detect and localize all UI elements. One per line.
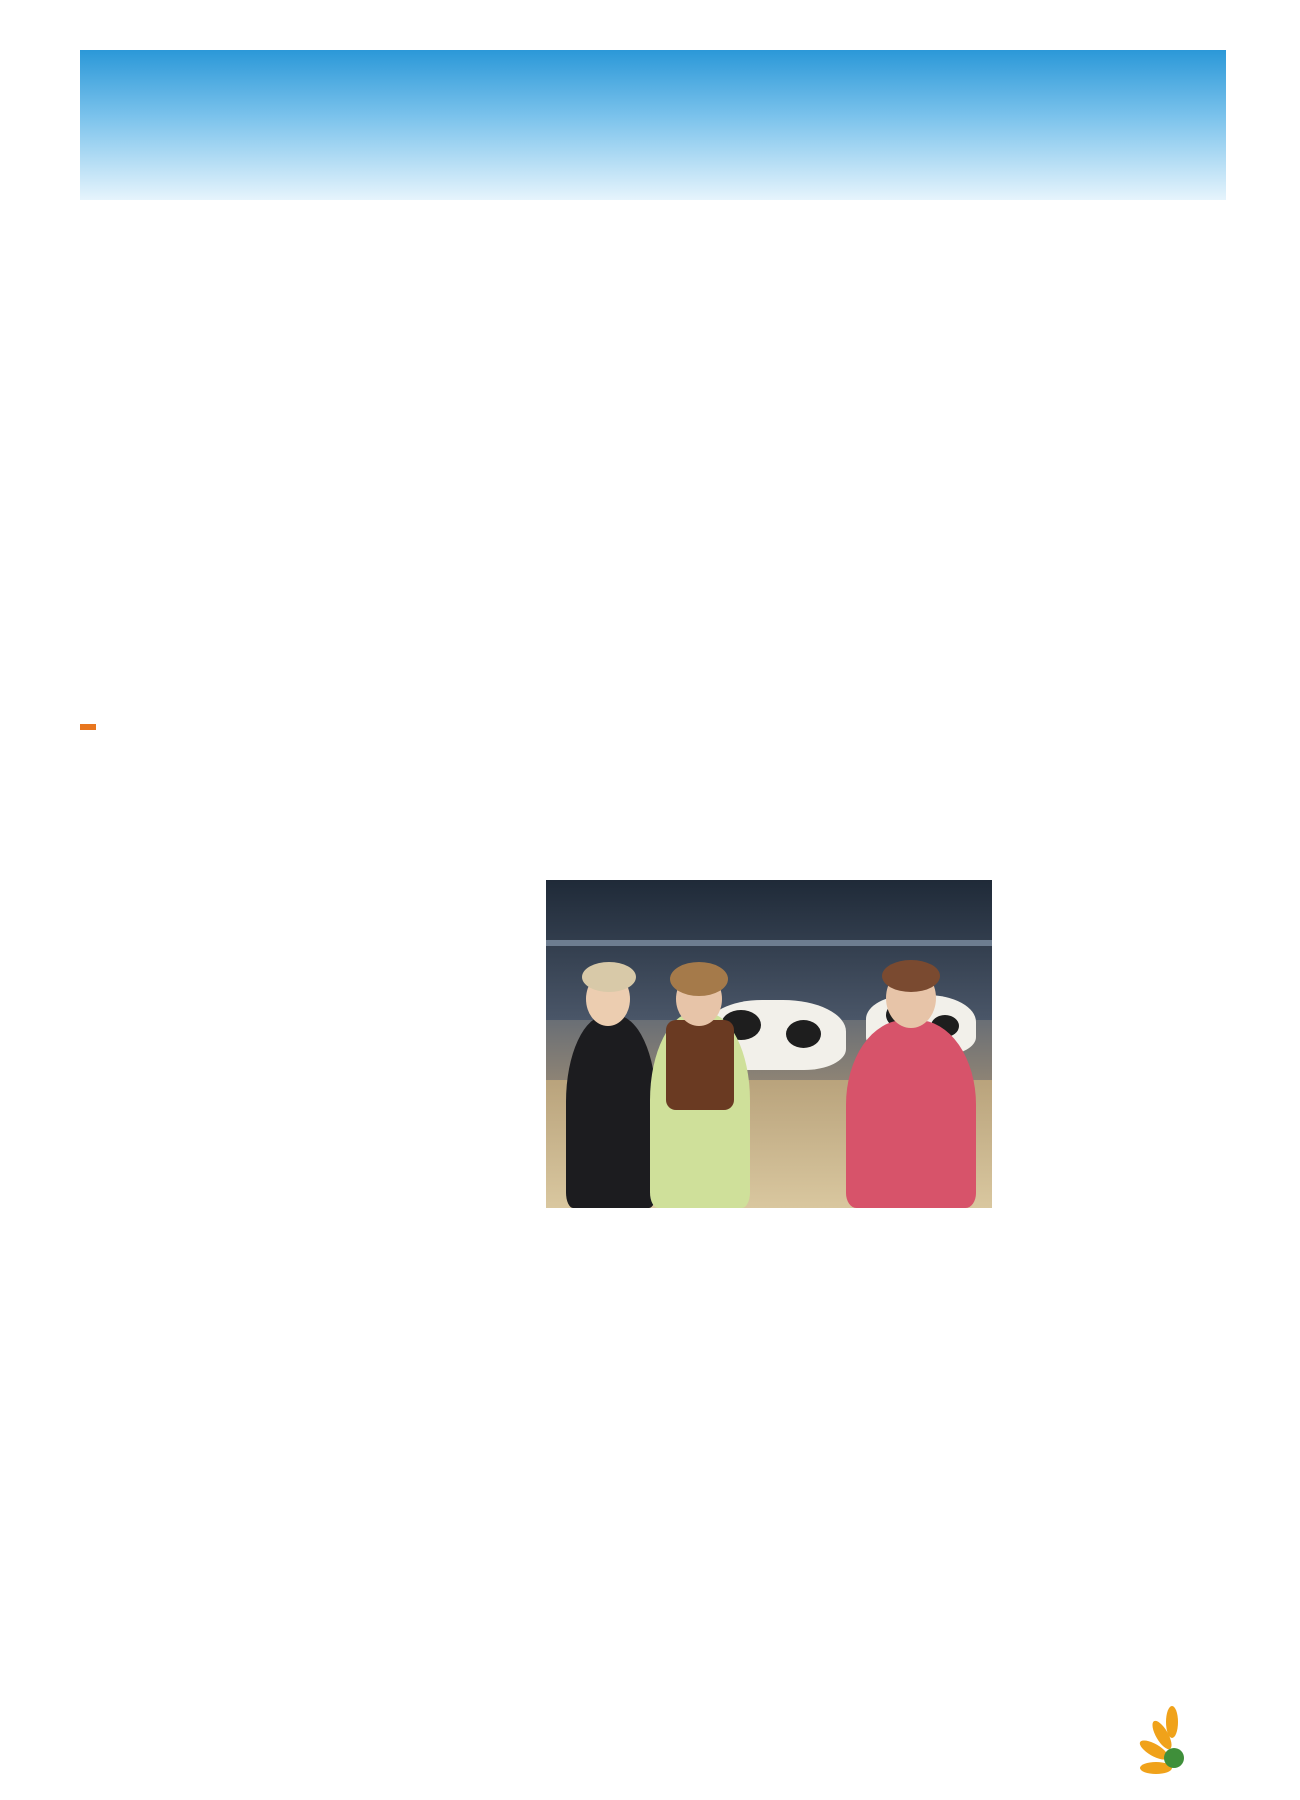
- farm-photo: [546, 880, 992, 1208]
- article2-middle-columns: [546, 1278, 992, 1752]
- article2-right-column: [1006, 880, 1226, 1570]
- masthead-band: [80, 50, 1226, 200]
- article1-body: [80, 216, 1226, 706]
- article2-lead: [80, 878, 530, 1136]
- agrosoyuz-logo: [1132, 1680, 1262, 1795]
- rubric-label: [80, 724, 96, 730]
- article2-bottom-columns: [80, 1146, 546, 1752]
- logo-emblem: [1132, 1680, 1262, 1795]
